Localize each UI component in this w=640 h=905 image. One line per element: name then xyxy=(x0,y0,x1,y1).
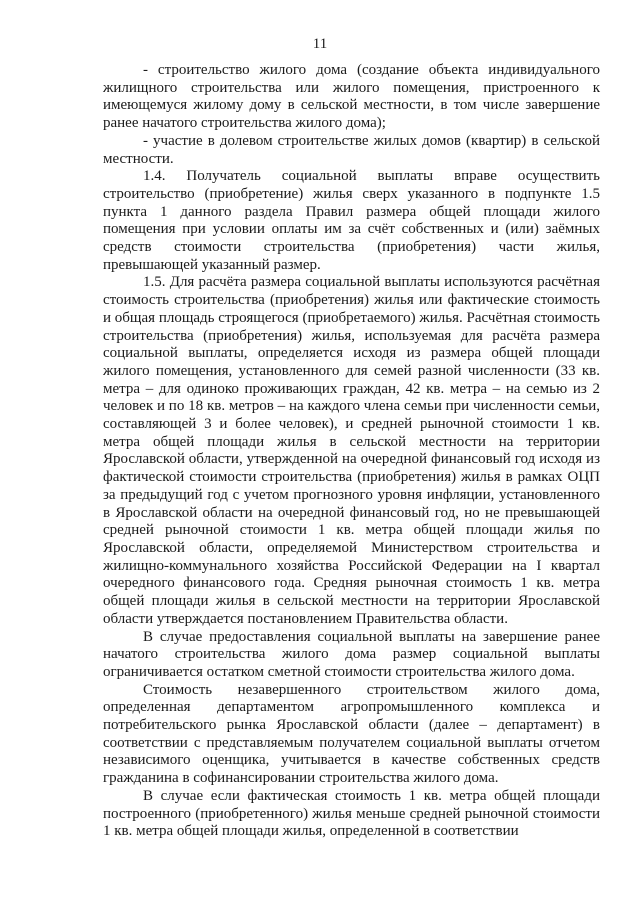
paragraph: 1.4. Получатель социальной выплаты вправе осуществить строительство (приобретение) жилья сверх указанного в подпункте 1.5 пункта 1 данного раздела Правил размера общей площади жилого помещения при условии оплаты им за счёт собственных и (или) заёмных средств стоимости строительства (приобретения) части жилья, превышающей указанный размер. xyxy=(103,168,600,273)
paragraph: Стоимость незавершенного строительством жилого дома, определенная департаментом агропромышленного комплекса и потребительского рынка Ярославской области (далее – департамент) в соответствии с представляемым получателем социальной выплаты отчетом независимого оценщика, учитывается в качестве собственных средств гражданина в софинансировании строительства жилого дома. xyxy=(103,681,600,787)
document-body xyxy=(103,62,600,841)
paragraph: В случае предоставления социальной выплаты на завершение ранее начатого строительства жилого дома размер социальной выплаты ограничивается остатком сметной стоимости строительства жилого дома. xyxy=(103,628,600,680)
paragraph: 1.5. Для расчёта размера социальной выплаты используются расчётная стоимость строительства (приобретения) жилья или фактические стоимость и общая площадь строящегося (приобретаемого) жилья. Расчётная стоимость строительства (приобретения) жилья, используемая для расчёта размера социальной выплаты, определяется исходя из размера общей площади жилого помещения, установленного для семей разной численности (33 кв. метра – для одиноко проживающих граждан, 42 кв. метра – на семью из 2 человек и по 18 кв. метров – на каждого члена семьи при численности семьи, составляющей 3 и более человек), и средней рыночной стоимости 1 кв. метра общей площади жилья в сельской местности на территории Ярославской области, утвержденной на очередной финансовый год исходя из фактической стоимости строительства (приобретения) жилья в рамках ОЦП за предыдущий год с учетом прогнозного уровня инфляции, установленного в Ярославской области на очередной финансовый год, но не превышающей средней рыночной стоимости 1 кв. метра общей площади жилья по Ярославской области, определяемой Министерством строительства и жилищно-коммунального хозяйства Российской Федерации на I квартал очередного финансового года. Средняя рыночная стоимость 1 кв. метра общей площади жилья в сельской местности на территории Ярославской области утверждается постановлением Правительства области. xyxy=(103,274,600,627)
paragraph: В случае если фактическая стоимость 1 кв. метра общей площади построенного (приобретенного) жилья меньше средней рыночной стоимости 1 кв. метра общей площади жилья, определенной в соответствии xyxy=(103,787,600,840)
paragraph: - участие в долевом строительстве жилых домов (квартир) в сельской местности. xyxy=(103,132,600,167)
paragraph: - строительство жилого дома (создание объекта индивидуального жилищного строительства или жилого помещения, пристроенного к имеющемуся жилому дому в сельской местности, в том числе завершение ранее начатого строительства жилого дома); xyxy=(103,62,600,132)
page-number: 11 xyxy=(312,36,328,52)
